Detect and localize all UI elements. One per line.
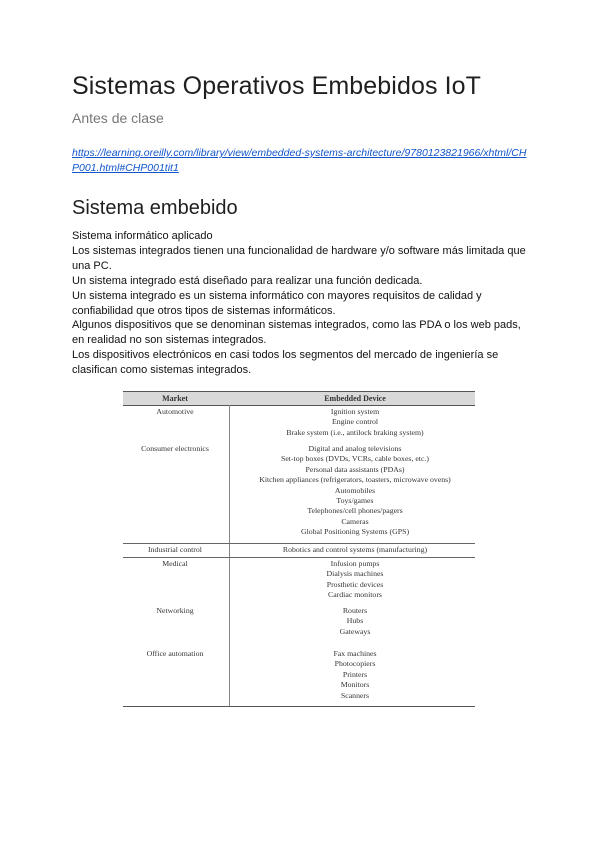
market-cell: Networking: [156, 606, 194, 615]
device-cell: [235, 559, 475, 601]
device-item: Dialysis machines: [326, 569, 384, 579]
device-item: Printers: [342, 669, 368, 679]
device-cell: [235, 407, 475, 438]
device-item: Monitors: [340, 680, 370, 690]
market-cell: Consumer electronics: [141, 444, 209, 453]
device-item: Routers: [342, 606, 368, 615]
device-cell: [235, 545, 475, 555]
device-item: Gateways: [339, 626, 371, 636]
device-item: Cardiac monitors: [328, 590, 382, 600]
page-title: Sistemas Operativos Embebidos IoT: [72, 72, 482, 100]
body-text: [72, 229, 532, 378]
device-item: Automobiles: [334, 485, 376, 495]
row-rule: [123, 543, 475, 544]
paragraph: Un sistema integrado está diseñado para realizar una función dedicada.: [72, 274, 423, 287]
device-item: Prosthetic devices: [326, 579, 384, 589]
device-item: Global Positioning Systems (GPS): [300, 527, 410, 537]
market-cell: Office automation: [146, 649, 204, 658]
device-item: Fax machines: [333, 649, 377, 658]
device-item: Digital and analog televisions: [308, 444, 402, 453]
device-item: Toys/games: [336, 496, 374, 506]
device-cell: [235, 649, 475, 701]
market-cell: Medical: [162, 559, 188, 568]
column-divider: [229, 405, 230, 707]
device-item: Brake system (i.e., antilock braking system): [286, 427, 424, 437]
paragraph: Un sistema integrado es un sistema informático con mayores requisitos de calidad y confiabilidad que otros tipos de sistemas informáticos.: [72, 289, 482, 317]
paragraph: Algunos dispositivos que se denominan sistemas integrados, como las PDA o los web pads, en realidad no son sistemas integrados.: [72, 319, 521, 347]
device-item: Photocopiers: [334, 659, 376, 669]
table-bottom-rule: [123, 706, 475, 707]
device-cell: [235, 444, 475, 538]
device-item: Hubs: [346, 616, 364, 626]
market-cell: Industrial control: [148, 545, 202, 554]
row-rule: [123, 557, 475, 558]
device-item: Personal data assistants (PDAs): [305, 464, 405, 474]
page-subtitle: Antes de clase: [72, 110, 164, 126]
market-cell: Automotive: [156, 407, 194, 416]
reference-link[interactable]: https://learning.oreilly.com/library/view/embedded-systems-architecture/9780123821966/xhtml/CHP001.html#CHP001tit1: [72, 147, 527, 174]
device-item: Kitchen appliances (refrigerators, toasters, microwave ovens): [259, 475, 451, 485]
paragraph: Los dispositivos electrónicos en casi todos los segmentos del mercado de ingeniería se clasifican como sistemas integrados.: [72, 349, 499, 377]
device-item: Engine control: [331, 417, 379, 427]
device-item: Scanners: [340, 690, 370, 700]
embedded-devices-table-figure: [123, 391, 475, 707]
device-item: Ignition system: [330, 407, 380, 416]
header-market: Market: [162, 394, 188, 403]
paragraph: Los sistemas integrados tienen una funcionalidad de hardware y/o software más limitada que una PC.: [72, 244, 526, 272]
device-item: Telephones/cell phones/pagers: [307, 506, 403, 516]
section-heading: Sistema embebido: [72, 197, 238, 219]
header-device: Embedded Device: [324, 394, 386, 403]
device-item: Set-top boxes (DVDs, VCRs, cable boxes, etc.): [281, 454, 429, 464]
device-item: Infusion pumps: [330, 559, 380, 568]
device-cell: [235, 606, 475, 637]
paragraph: Sistema informático aplicado: [72, 230, 213, 242]
table-header: [123, 391, 475, 406]
device-item: Cameras: [341, 516, 369, 526]
device-item: Robotics and control systems (manufacturing): [282, 545, 428, 554]
